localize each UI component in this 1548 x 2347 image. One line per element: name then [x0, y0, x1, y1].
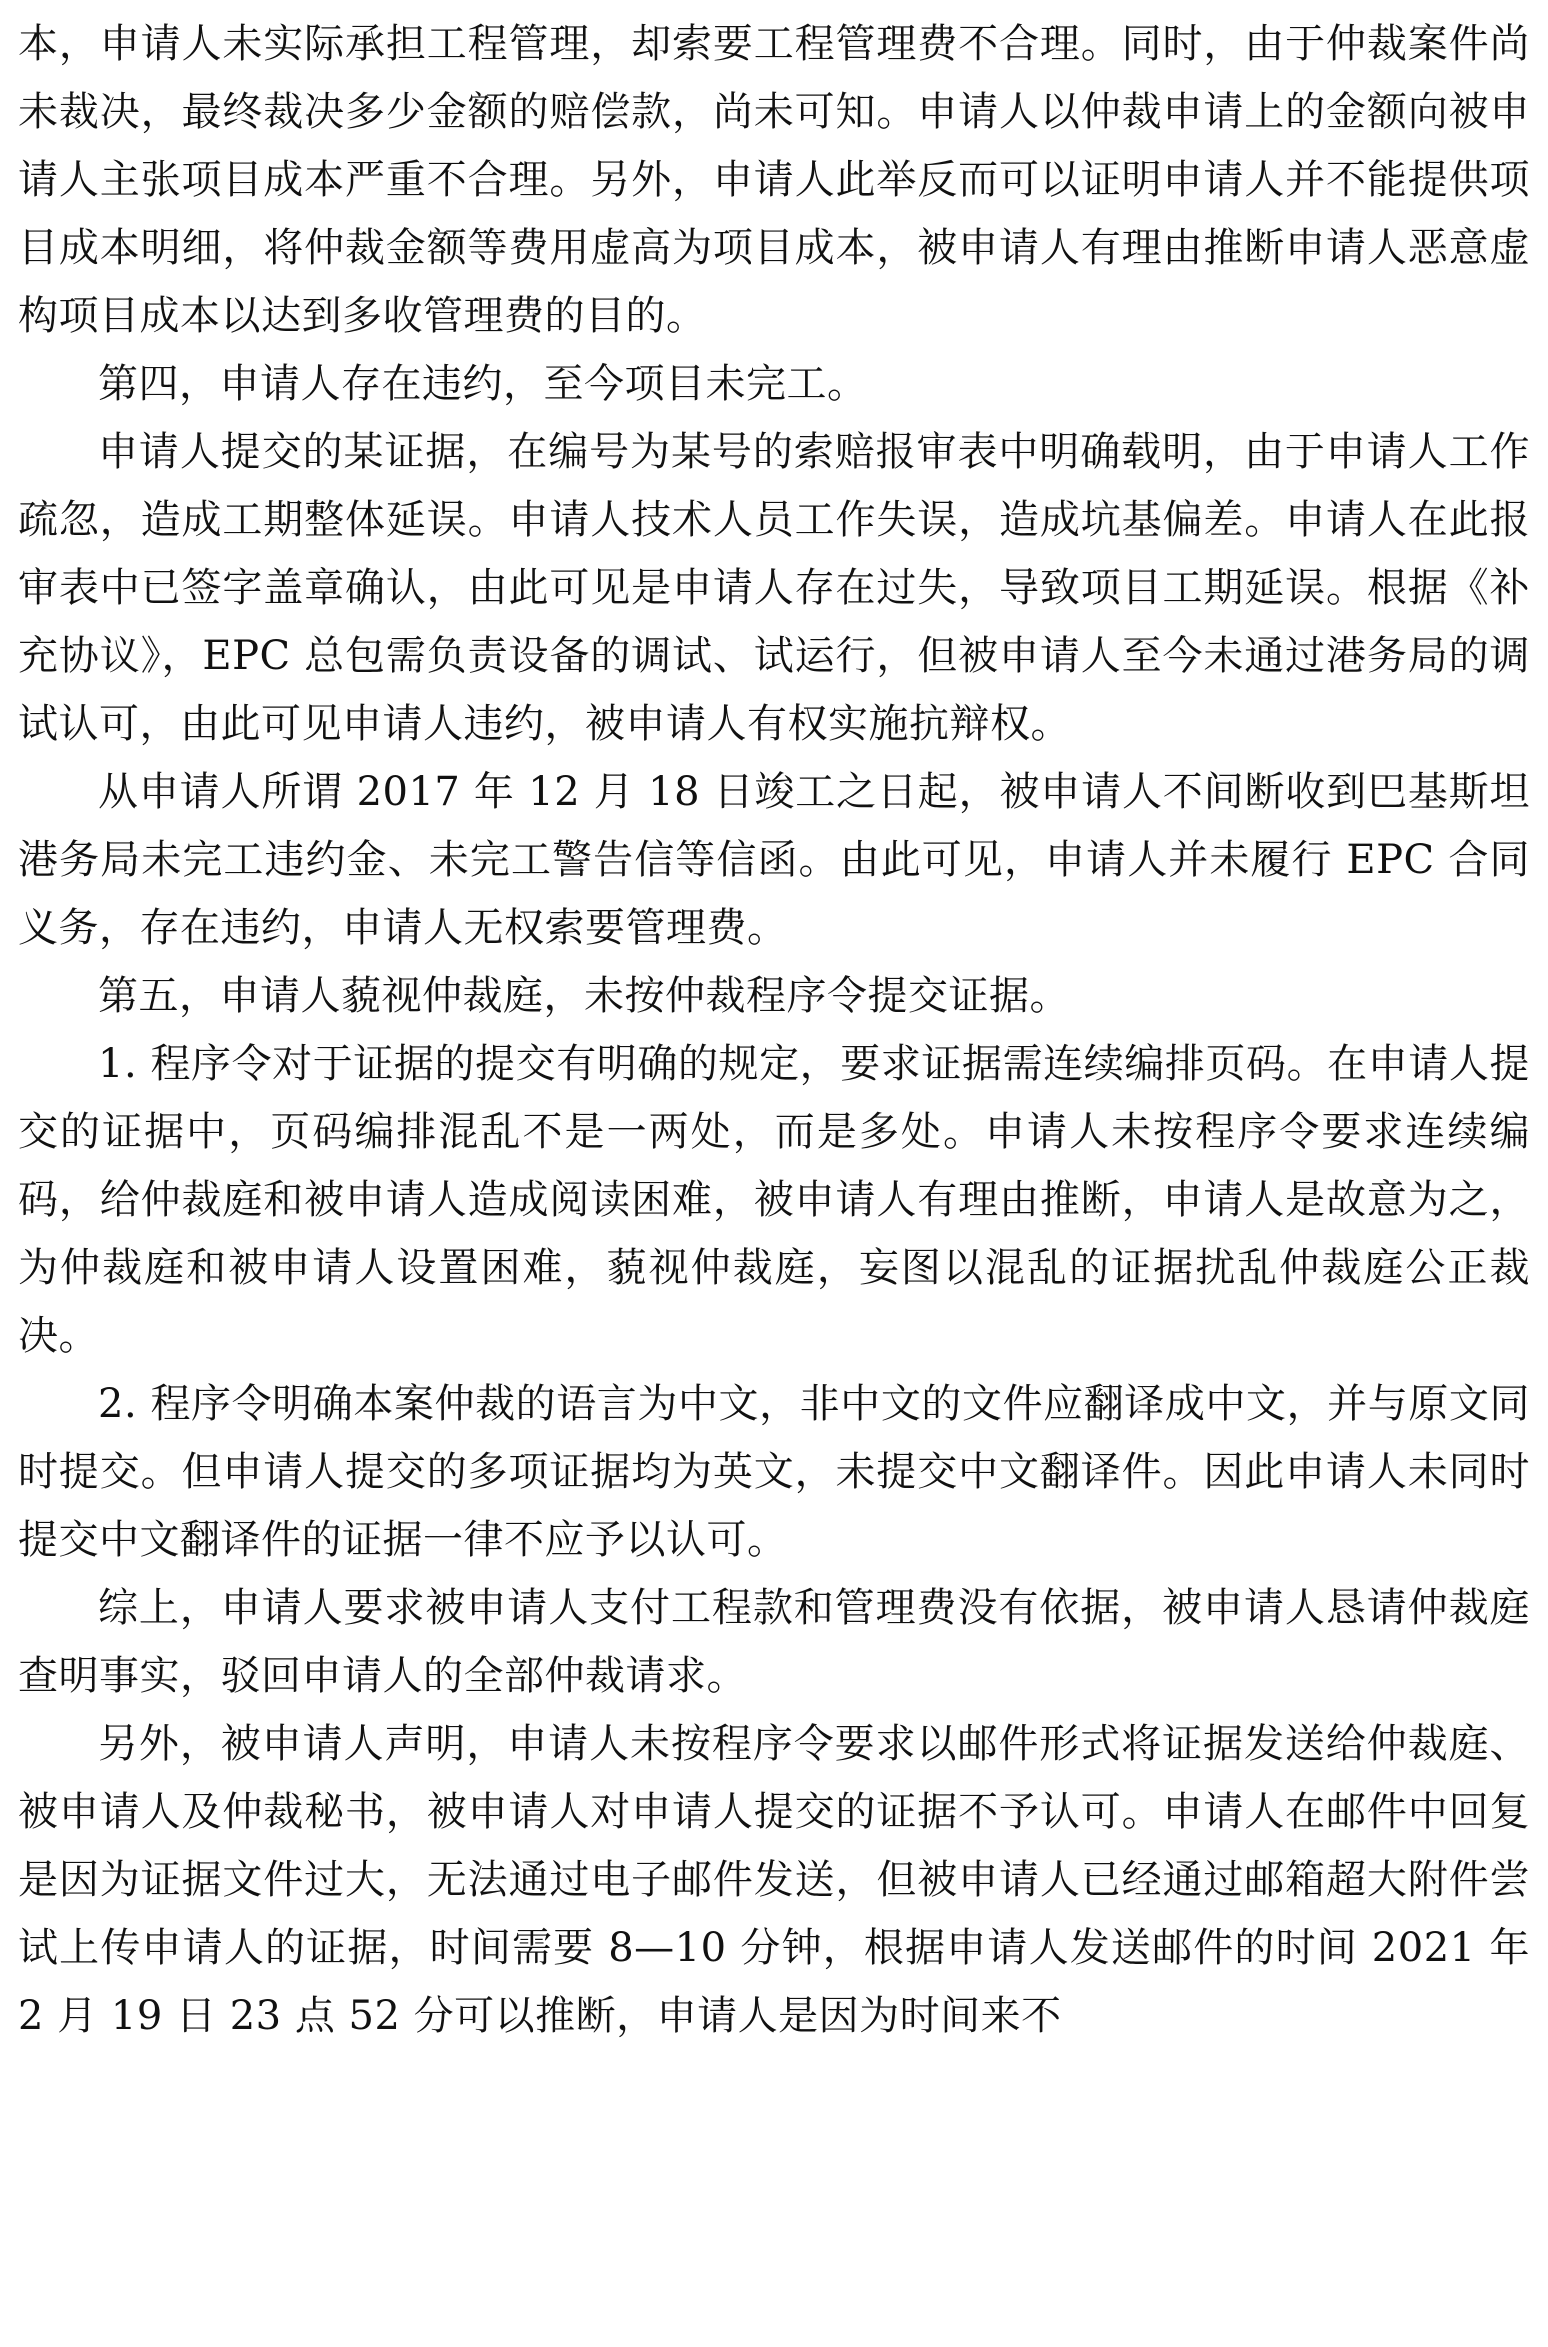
paragraph-conclusion: 综上，申请人要求被申请人支付工程款和管理费没有依据，被申请人恳请仲裁庭查明事实，驳回申请人的全部仲裁请求。: [18, 1585, 1530, 1699]
paragraph-management-fee: 本，申请人未实际承担工程管理，却索要工程管理费不合理。同时，由于仲裁案件尚未裁决，最终裁决多少金额的赔偿款，尚未可知。申请人以仲裁申请上的金额向被申请人主张项目成本严重不合理。另外，申请人此举反而可以证明申请人并不能提供项目成本明细，将仲裁金额等费用虚高为项目成本，被申请人有理由推断申请人恶意虚构项目成本以达到多收管理费的目的。: [18, 21, 1530, 339]
paragraph-email-statement: 另外，被申请人声明，申请人未按程序令要求以邮件形式将证据发送给仲裁庭、被申请人及仲裁秘书，被申请人对申请人提交的证据不予认可。申请人在邮件中回复是因为证据文件过大，无法通过电子邮件发送，但被申请人已经通过邮箱超大附件尝试上传申请人的证据，时间需要 8—10 分钟，根据申请人发送邮件的时间 2021 年 2 月 19 日 23 点 52 分可以推断，申请人是因为时间来不: [18, 1721, 1530, 2039]
paragraph-claim-form-evidence: 申请人提交的某证据，在编号为某号的索赔报审表中明确载明，由于申请人工作疏忽，造成工期整体延误。申请人技术人员工作失误，造成坑基偏差。申请人在此报审表中已签字盖章确认，由此可见是申请人存在过失，导致项目工期延误。根据《补充协议》，EPC 总包需负责设备的调试、试运行，但被申请人至今未通过港务局的调试认可，由此可见申请人违约，被申请人有权实施抗辩权。: [18, 429, 1530, 747]
heading-fourth-breach: 第四，申请人存在违约，至今项目未完工。: [98, 361, 868, 407]
heading-fifth-procedural-order: 第五，申请人藐视仲裁庭，未按仲裁程序令提交证据。: [98, 973, 1070, 1019]
document-page: [18, 10, 1530, 2050]
paragraph-completion-date: 从申请人所谓 2017 年 12 月 18 日竣工之日起，被申请人不间断收到巴基斯坦港务局未完工违约金、未完工警告信等信函。由此可见，申请人并未履行 EPC 合同义务，存在违约，申请人无权索要管理费。: [18, 769, 1530, 951]
paragraph-page-numbering: 1. 程序令对于证据的提交有明确的规定，要求证据需连续编排页码。在申请人提交的证据中，页码编排混乱不是一两处，而是多处。申请人未按程序令要求连续编码，给仲裁庭和被申请人造成阅读困难，被申请人有理由推断，申请人是故意为之，为仲裁庭和被申请人设置困难，藐视仲裁庭，妄图以混乱的证据扰乱仲裁庭公正裁决。: [18, 1041, 1530, 1359]
paragraph-language-requirement: 2. 程序令明确本案仲裁的语言为中文，非中文的文件应翻译成中文，并与原文同时提交。但申请人提交的多项证据均为英文，未提交中文翻译件。因此申请人未同时提交中文翻译件的证据一律不应予以认可。: [18, 1381, 1530, 1563]
